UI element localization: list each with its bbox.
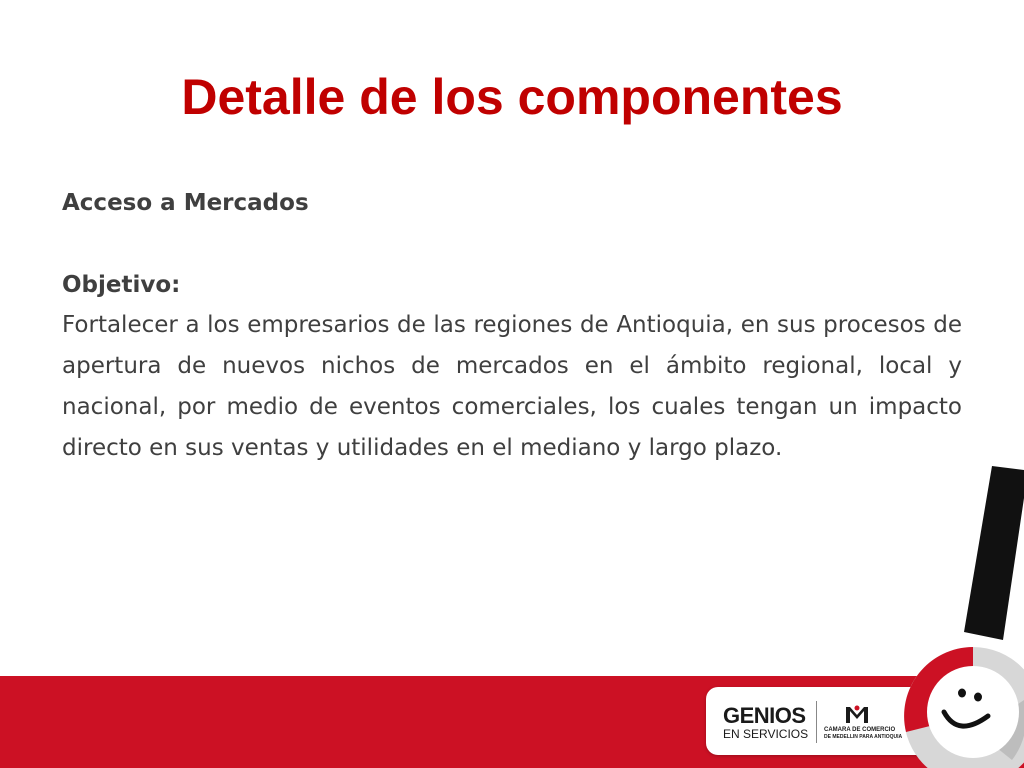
camara-line1: CAMARA DE COMERCIO [824, 727, 896, 733]
section-heading: Acceso a Mercados [62, 190, 309, 216]
objective-label: Objetivo: [62, 272, 181, 298]
genios-logo-subtext: EN SERVICIOS [723, 727, 809, 741]
objective-text: Fortalecer a los empresarios de las regiones de Antioquia, en sus procesos de apertura de nuevos nichos de mercados en el ámbito regional, local y nacional, por medio de eventos comerciales, los cuales tengan un impacto directo en sus ventas y utilidades en el mediano y largo plazo. [62, 312, 962, 461]
genios-logo-text: GENIOS [723, 703, 806, 728]
camara-line2: DE MEDELLIN PARA ANTIOQUIA [824, 734, 903, 740]
slide-title: Detalle de los componentes [181, 69, 843, 125]
